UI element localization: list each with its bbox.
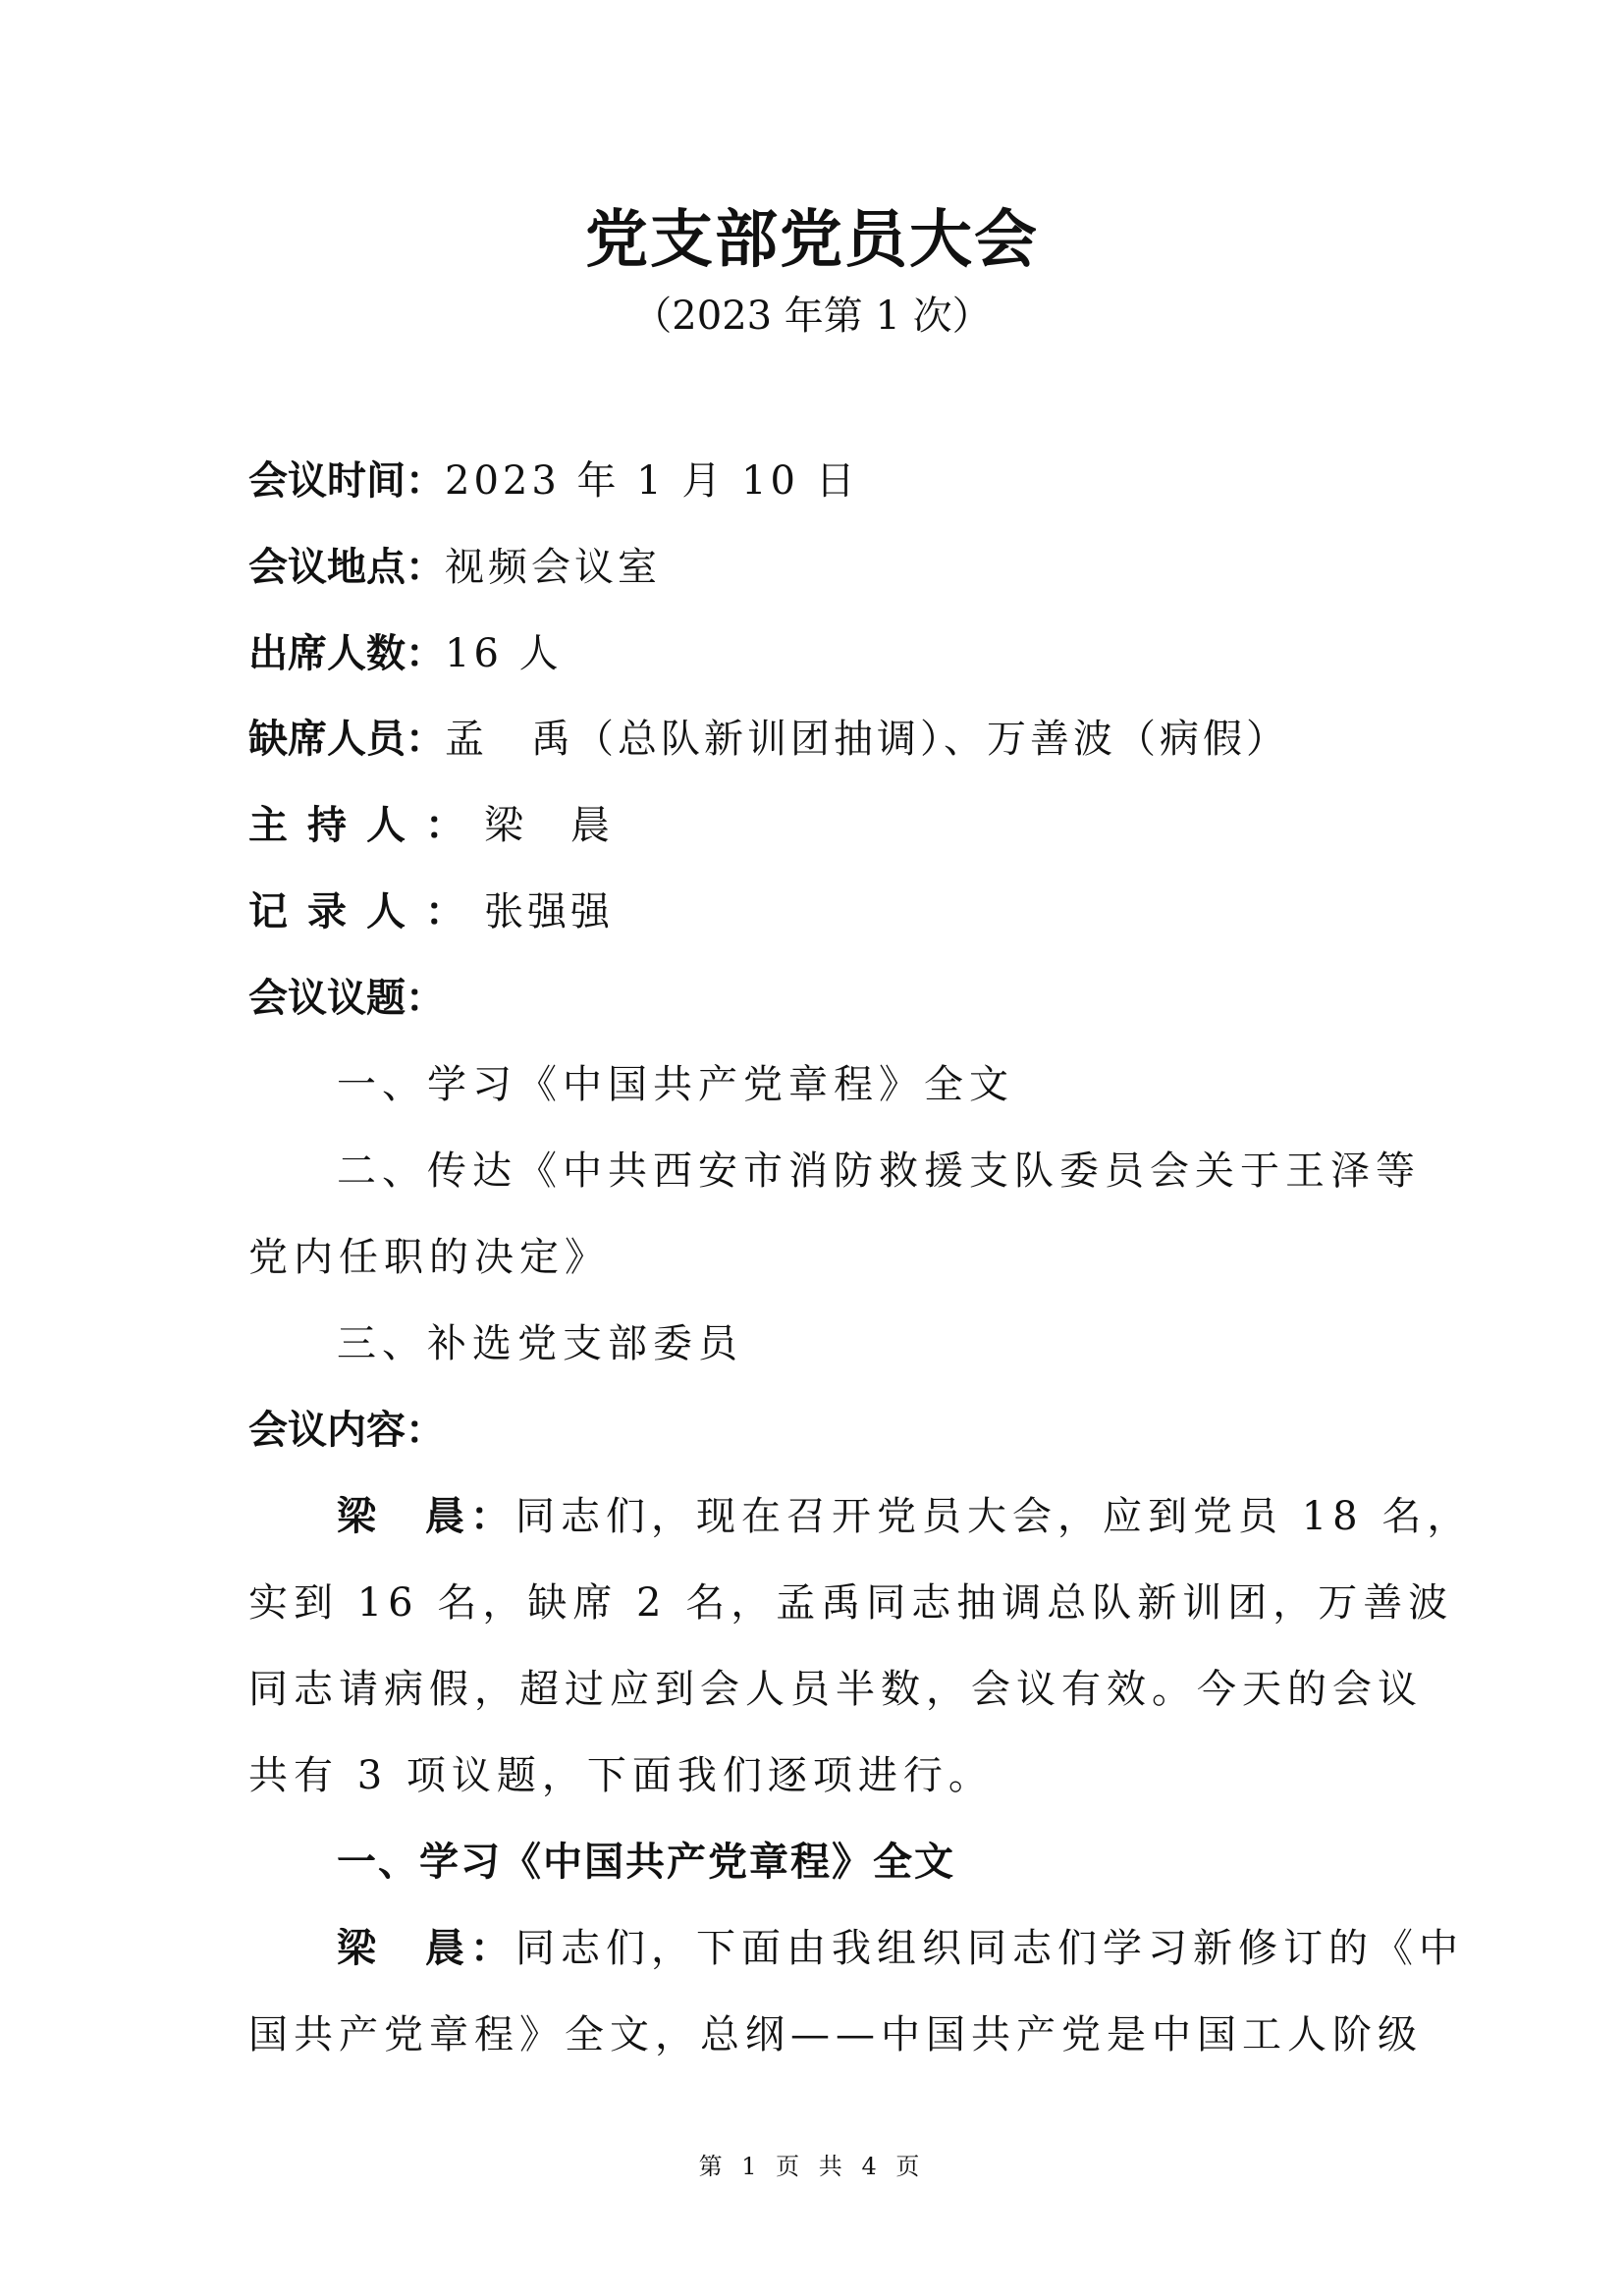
page-subtitle: （2023 年第 1 次） xyxy=(632,294,992,339)
meeting-time-value: 2023 年 1 月 10 日 xyxy=(445,458,859,504)
attendance-label: 出席人数： xyxy=(248,631,445,676)
host-row xyxy=(248,796,614,855)
page-title: 党支部党员大会 xyxy=(585,203,1039,277)
meeting-place-row xyxy=(248,538,661,597)
paragraph-1-line-4: 共有 3 项议题，下面我们逐项进行。 xyxy=(248,1753,994,1798)
agenda-item-2-line-1: 二、传达《中共西安市消防救援支队委员会关于王泽等 xyxy=(337,1148,1421,1194)
meeting-place-label: 会议地点： xyxy=(248,545,445,590)
agenda-heading-row xyxy=(248,969,445,1028)
meeting-time-row xyxy=(248,452,859,510)
recorder-row xyxy=(248,882,614,941)
speaker-name xyxy=(337,1494,515,1539)
attendance-row xyxy=(248,624,563,683)
meeting-place-value: 视频会议室 xyxy=(445,545,661,590)
host-value: 梁 晨 xyxy=(484,803,614,848)
absent-label: 缺席人员： xyxy=(248,717,445,762)
content-label: 会议内容： xyxy=(248,1408,445,1453)
section-1-heading: 一、学习《中国共产党章程》全文 xyxy=(337,1840,955,1885)
recorder-label: 记录人： xyxy=(248,889,484,934)
content-heading-row xyxy=(248,1401,445,1460)
agenda-item-1: 一、学习《中国共产党章程》全文 xyxy=(337,1062,1014,1107)
recorder-value: 张强强 xyxy=(484,889,614,934)
paragraph-2-line-2: 国共产党章程》全文，总纲——中国共产党是中国工人阶级 xyxy=(248,2012,1423,2057)
paragraph-text: 同志们，下面由我组织同志们学习新修订的《中 xyxy=(515,1926,1464,1971)
absent-row xyxy=(248,710,1289,769)
paragraph-1-line-2: 实到 16 名，缺席 2 名，孟禹同志抽调总队新训团，万善波 xyxy=(248,1580,1454,1626)
agenda-label: 会议议题： xyxy=(248,976,445,1021)
speaker-name-part: 梁 xyxy=(337,1494,382,1539)
speaker-name-part: 梁 xyxy=(337,1926,382,1971)
paragraph-2-line-1 xyxy=(337,1919,1464,1978)
paragraph-1-line-1 xyxy=(337,1487,1472,1546)
speaker-name-part: 晨： xyxy=(425,1926,515,1971)
attendance-value: 16 人 xyxy=(445,631,563,676)
speaker-name-part: 晨： xyxy=(425,1494,515,1539)
meeting-time-label: 会议时间： xyxy=(248,458,445,504)
absent-value: 孟 禹（总队新训团抽调）、万善波（病假） xyxy=(445,717,1289,762)
agenda-item-2-line-2: 党内任职的决定》 xyxy=(248,1235,610,1280)
host-label: 主持人： xyxy=(248,803,484,848)
agenda-item-3: 三、补选党支部委员 xyxy=(337,1321,743,1366)
page-number-footer: 第 1 页 共 4 页 xyxy=(698,2153,926,2180)
speaker-name xyxy=(337,1926,515,1971)
paragraph-1-line-3: 同志请病假，超过应到会人员半数，会议有效。今天的会议 xyxy=(248,1667,1423,1712)
paragraph-text: 同志们，现在召开党员大会，应到党员 18 名， xyxy=(515,1494,1473,1539)
